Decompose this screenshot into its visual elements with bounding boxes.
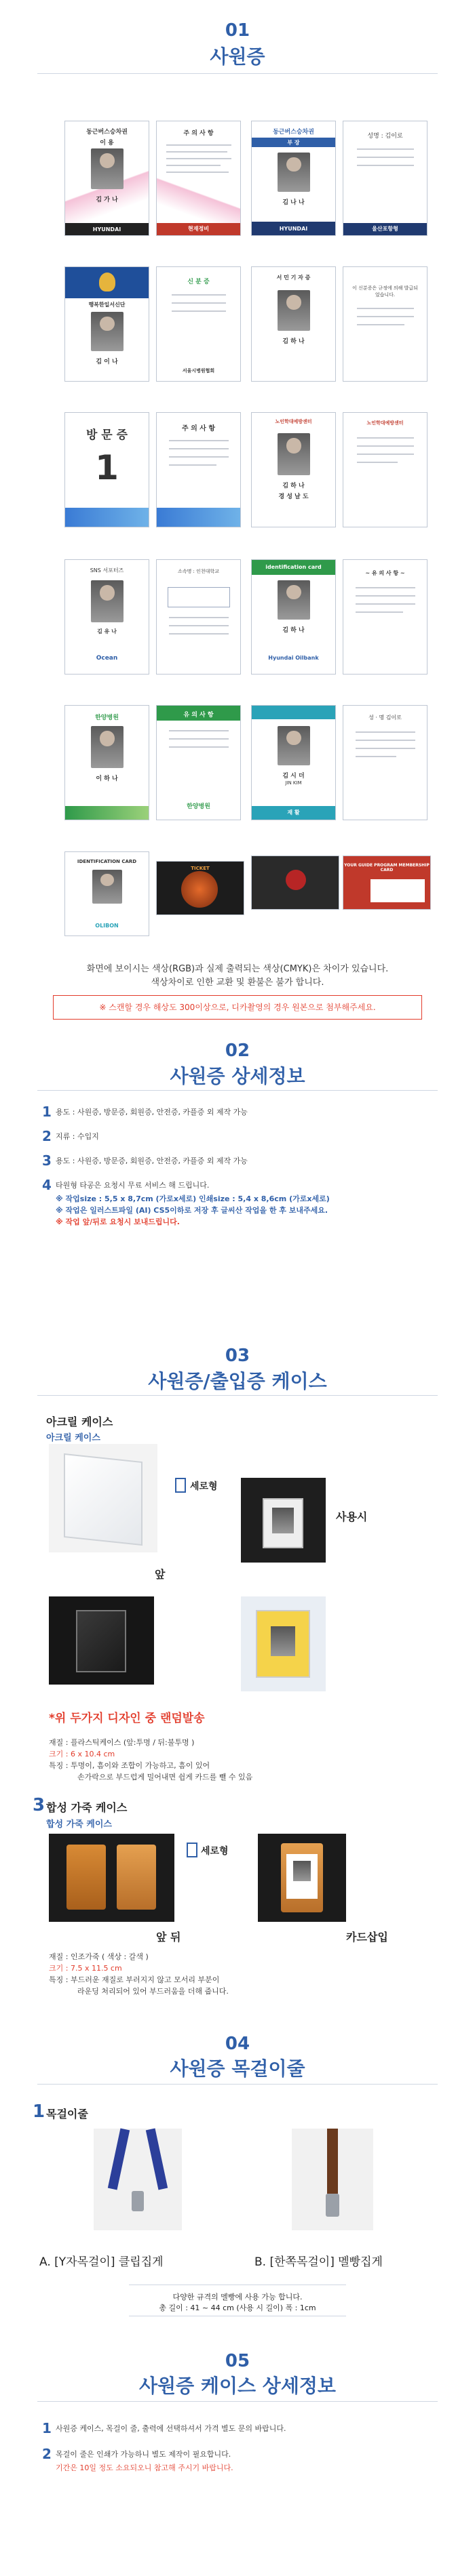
lanyard-number: 1 xyxy=(33,2101,45,2122)
section-divider xyxy=(37,1090,438,1091)
section-3-title: 사원증/출입증 케이스 xyxy=(148,1370,327,1392)
vertical-card-icon xyxy=(187,1843,197,1857)
card-photo xyxy=(278,290,310,331)
card-header: 신 분 증 xyxy=(187,279,210,285)
section-1-number: 01 xyxy=(225,20,250,41)
card-footer: 울산포항형 xyxy=(372,226,398,232)
color-note-2: 색상차이로 인한 교환 및 환불은 불가 합니다. xyxy=(151,978,324,988)
card-photo xyxy=(278,433,310,475)
acrylic-case-photo xyxy=(49,1444,157,1552)
detail-item: 2 목걸이 줄은 인쇄가 가능하니 별도 제작이 필요합니다. xyxy=(42,2446,231,2462)
spec-note: ※ 작업 앞/뒤로 요청시 보내드립니다. xyxy=(56,1217,180,1226)
card-header: 서 민 기 자 증 xyxy=(276,275,311,281)
card-brand: Hyundai Oilbank xyxy=(268,655,319,661)
card-company: 동근버스승차권 xyxy=(273,129,314,136)
option-a-label: A. [Y자목걸이] 클립집게 xyxy=(39,2255,164,2269)
lanyard-note-1: 다양한 규격의 멜빵에 사용 가능 합니다. xyxy=(172,2293,303,2301)
card-brand: 한양병원 xyxy=(95,715,119,721)
y-lanyard-photo xyxy=(94,2129,182,2230)
id-card-sample-21 xyxy=(64,851,149,936)
spec-note: ※ 작업size : 5,5 x 8,7cm (가로x세로) 인쇄size : 5,4 x 8,6cm (가로x세로) xyxy=(56,1194,330,1203)
card-name: 김 시 더 xyxy=(282,773,305,780)
section-divider xyxy=(37,1395,438,1396)
section-divider xyxy=(37,73,438,74)
vertical-label: 세로형 xyxy=(190,1481,218,1492)
lanyard-note-2: 총 길이 : 41 ~ 44 cm (사용 시 길이) 폭 : 1cm xyxy=(159,2303,316,2312)
card-name: 김 하 나 xyxy=(282,338,305,345)
card-header: 성 · 명 김이로 xyxy=(368,715,402,721)
detail-item: 1 용도 : 사원증, 방문증, 회원증, 안전증, 카플증 외 제작 가능 xyxy=(42,1104,248,1120)
detail-item: 기간은 10일 정도 소요되오니 참고해 주시기 바랍니다. xyxy=(56,2463,233,2472)
card-name: 이 하 나 xyxy=(96,776,118,782)
section-2-title: 사원증 상세정보 xyxy=(170,1065,305,1087)
card-header: TICKET xyxy=(191,866,210,871)
card-role: 이 용 xyxy=(100,140,114,146)
card-number: 1 xyxy=(95,448,119,487)
card-title: 방 문 증 xyxy=(86,428,128,442)
card-name: 김 하 나 xyxy=(282,627,305,634)
id-card-sample-7 xyxy=(251,266,336,382)
id-card-sample-12 xyxy=(343,412,428,527)
section-3-number: 03 xyxy=(225,1346,250,1366)
front-label: 앞 xyxy=(155,1568,166,1581)
vertical-label: 세로형 xyxy=(201,1846,229,1857)
card-photo xyxy=(278,726,310,765)
card-photo xyxy=(91,726,124,768)
leather-case-photo xyxy=(49,1834,174,1922)
acrylic-case-in-use-photo xyxy=(241,1478,326,1563)
card-insert-label: 카드삽입 xyxy=(346,1931,388,1944)
card-photo xyxy=(278,153,310,192)
leather-title: 합성 가죽 케이스 xyxy=(46,1801,128,1814)
scan-note: ※ 스캔할 경우 해상도 300이상으로, 디카촬영의 경우 원본으로 첨부해주세요. xyxy=(99,1003,376,1012)
id-card-sample-14 xyxy=(156,559,241,675)
section-divider xyxy=(37,2084,438,2085)
card-sub: 경 성 날 도 xyxy=(278,494,309,500)
lanyard-title: 목걸이줄 xyxy=(46,2108,88,2120)
id-card-sample-5 xyxy=(64,266,149,382)
card-header: 노인학대예방센터 xyxy=(366,420,404,426)
front-back-label: 앞 뒤 xyxy=(156,1931,181,1944)
acrylic-title: 아크릴 케이스 xyxy=(46,1415,113,1428)
card-header: 주 의 사 항 xyxy=(183,130,214,137)
option-b-label: B. [한쪽목걸이] 멜빵집게 xyxy=(254,2255,383,2269)
card-brand: OLIBON xyxy=(95,923,119,929)
card-header: 주 의 사 항 xyxy=(181,425,216,432)
card-photo xyxy=(278,580,310,620)
black-card-sample xyxy=(251,856,339,910)
acrylic-specs: 재질 : 플라스틱케이스 (앞:투명 / 뒤:불투명 ) 크기 : 6 x 10.4 cm 특징 : 투명이, 흠이와 조합이 가능하고, 흠이 있어 손가락으로 부드럽게 밀어내면 쉽게 카드를 뺄 수 있음 xyxy=(49,1738,253,1782)
card-name: 김 가 나 xyxy=(96,197,118,203)
id-card-sample-4 xyxy=(343,121,428,236)
id-card-sample-6 xyxy=(156,266,241,382)
card-photo xyxy=(91,312,124,351)
id-card-sample-11 xyxy=(251,412,336,527)
card-photo xyxy=(91,148,124,189)
card-photo xyxy=(92,870,122,904)
id-card-sample-1 xyxy=(64,121,149,236)
card-header: ~ 유 의 사 항 ~ xyxy=(365,570,405,576)
card-company: 동근버스승차권 xyxy=(86,129,128,136)
id-card-sample-10 xyxy=(156,412,241,527)
card-brand: HYUNDAI xyxy=(279,226,308,232)
id-card-sample-17 xyxy=(64,705,149,820)
ticket-card-sample xyxy=(156,861,244,915)
id-card-sample-3 xyxy=(251,121,336,236)
spec-note: ※ 작업은 일러스트파일 (AI) CS5이하로 저장 후 글씨산 작업을 한 후 보내주세요. xyxy=(56,1206,328,1215)
card-footer: 재 활 xyxy=(287,809,300,816)
membership-card-sample xyxy=(343,856,431,910)
card-header: 유 의 사 항 xyxy=(183,712,214,719)
detail-item: 2 지류 : 수입지 xyxy=(42,1128,99,1144)
case-detail-list xyxy=(42,2420,442,2474)
card-header: SNS 서포터즈 xyxy=(90,567,124,573)
section-5-title: 사원증 케이스 상세정보 xyxy=(139,2375,336,2397)
card-brand: HYUNDAI xyxy=(92,226,121,233)
id-card-sample-8 xyxy=(343,266,428,382)
card-name: 김 유 나 xyxy=(97,628,117,635)
detail-item: 3 용도 : 사원증, 방문증, 회원증, 안전증, 카플증 외 제작 가능 xyxy=(42,1152,248,1169)
use-label: 사용시 xyxy=(336,1510,368,1523)
leather-specs: 재질 : 인조가죽 ( 색상 : 갈색 ) 크기 : 7.5 x 11.5 cm 특징 : 부드러운 재질로 부러지지 않고 모서리 부분이 라운딩 처리되어 있어 부드러움을 더해 줍니다. xyxy=(49,1952,229,1996)
detail-item: 1 사원증 케이스, 목걸이 줄, 출력에 선택하셔서 가격 별도 문의 바랍니다. xyxy=(42,2420,286,2436)
card-brand: 노인학대예방센터 xyxy=(275,419,312,424)
id-card-sample-9 xyxy=(64,412,149,527)
detail-list xyxy=(42,1104,442,1228)
card-name: 김 하 나 xyxy=(282,483,305,489)
acrylic-sub: 아크릴 케이스 xyxy=(46,1433,100,1443)
card-brand: Ocean xyxy=(96,655,118,662)
card-header: identification card xyxy=(265,564,322,570)
leather-sub: 합성 가죽 케이스 xyxy=(46,1819,112,1830)
acrylic-case-back-photo xyxy=(49,1596,154,1685)
id-card-sample-16 xyxy=(343,559,428,675)
card-header: 성명 : 김이로 xyxy=(367,133,403,140)
card-footer: 서울시병원협회 xyxy=(182,368,215,374)
color-note: 화면에 보이시는 색상(RGB)과 실제 출력되는 색상(CMYK)은 차이가 있습니다. xyxy=(86,964,389,974)
card-header: IDENTIFICATION CARD xyxy=(77,859,137,864)
card-name: 김 이 나 xyxy=(96,359,118,365)
section-2-number: 02 xyxy=(225,1041,250,1061)
vertical-card-icon xyxy=(175,1478,186,1493)
id-card-sample-20 xyxy=(343,705,428,820)
logo-icon xyxy=(286,870,306,890)
card-name: 김 나 나 xyxy=(282,199,305,206)
card-photo xyxy=(91,580,124,622)
leather-case-card-photo xyxy=(258,1834,346,1922)
section-divider xyxy=(37,2401,438,2402)
card-header: 소속명 : 인천대학교 xyxy=(178,569,219,574)
id-card-sample-13 xyxy=(64,559,149,675)
id-card-sample-15 xyxy=(251,559,336,675)
card-brand: 한양병원 xyxy=(187,803,210,810)
leather-number: 3 xyxy=(33,1795,45,1815)
id-card-sample-18 xyxy=(156,705,241,820)
section-4-number: 04 xyxy=(225,2034,250,2054)
acrylic-case-yellow-photo xyxy=(241,1596,326,1691)
section-4-title: 사원증 목걸이줄 xyxy=(170,2057,305,2080)
detail-item: 4 타원형 타공은 요청시 무료 서비스 해 드립니다. xyxy=(42,1177,210,1193)
logo-icon xyxy=(181,871,218,908)
card-footer: 현재정비 xyxy=(188,226,209,232)
card-header: YOUR GUIDE PROGRAM MEMBERSHIP CARD xyxy=(344,863,430,872)
id-card-sample-19 xyxy=(251,705,336,820)
section-1-title: 사원증 xyxy=(210,45,265,68)
random-note: *위 두가지 디자인 중 랜덤발송 xyxy=(49,1712,205,1725)
police-emblem-icon xyxy=(99,273,115,291)
single-lanyard-photo xyxy=(292,2129,373,2230)
card-label: 행복한일서신단 xyxy=(88,302,126,308)
card-sub: JIN KIM xyxy=(285,780,302,786)
section-5-number: 05 xyxy=(225,2351,250,2371)
card-text: 이 신분증은 규정에 의해 발급되었습니다. xyxy=(352,285,418,298)
card-tag: 부 장 xyxy=(287,140,300,146)
scan-note-box xyxy=(53,995,422,1020)
id-card-sample-2 xyxy=(156,121,241,236)
